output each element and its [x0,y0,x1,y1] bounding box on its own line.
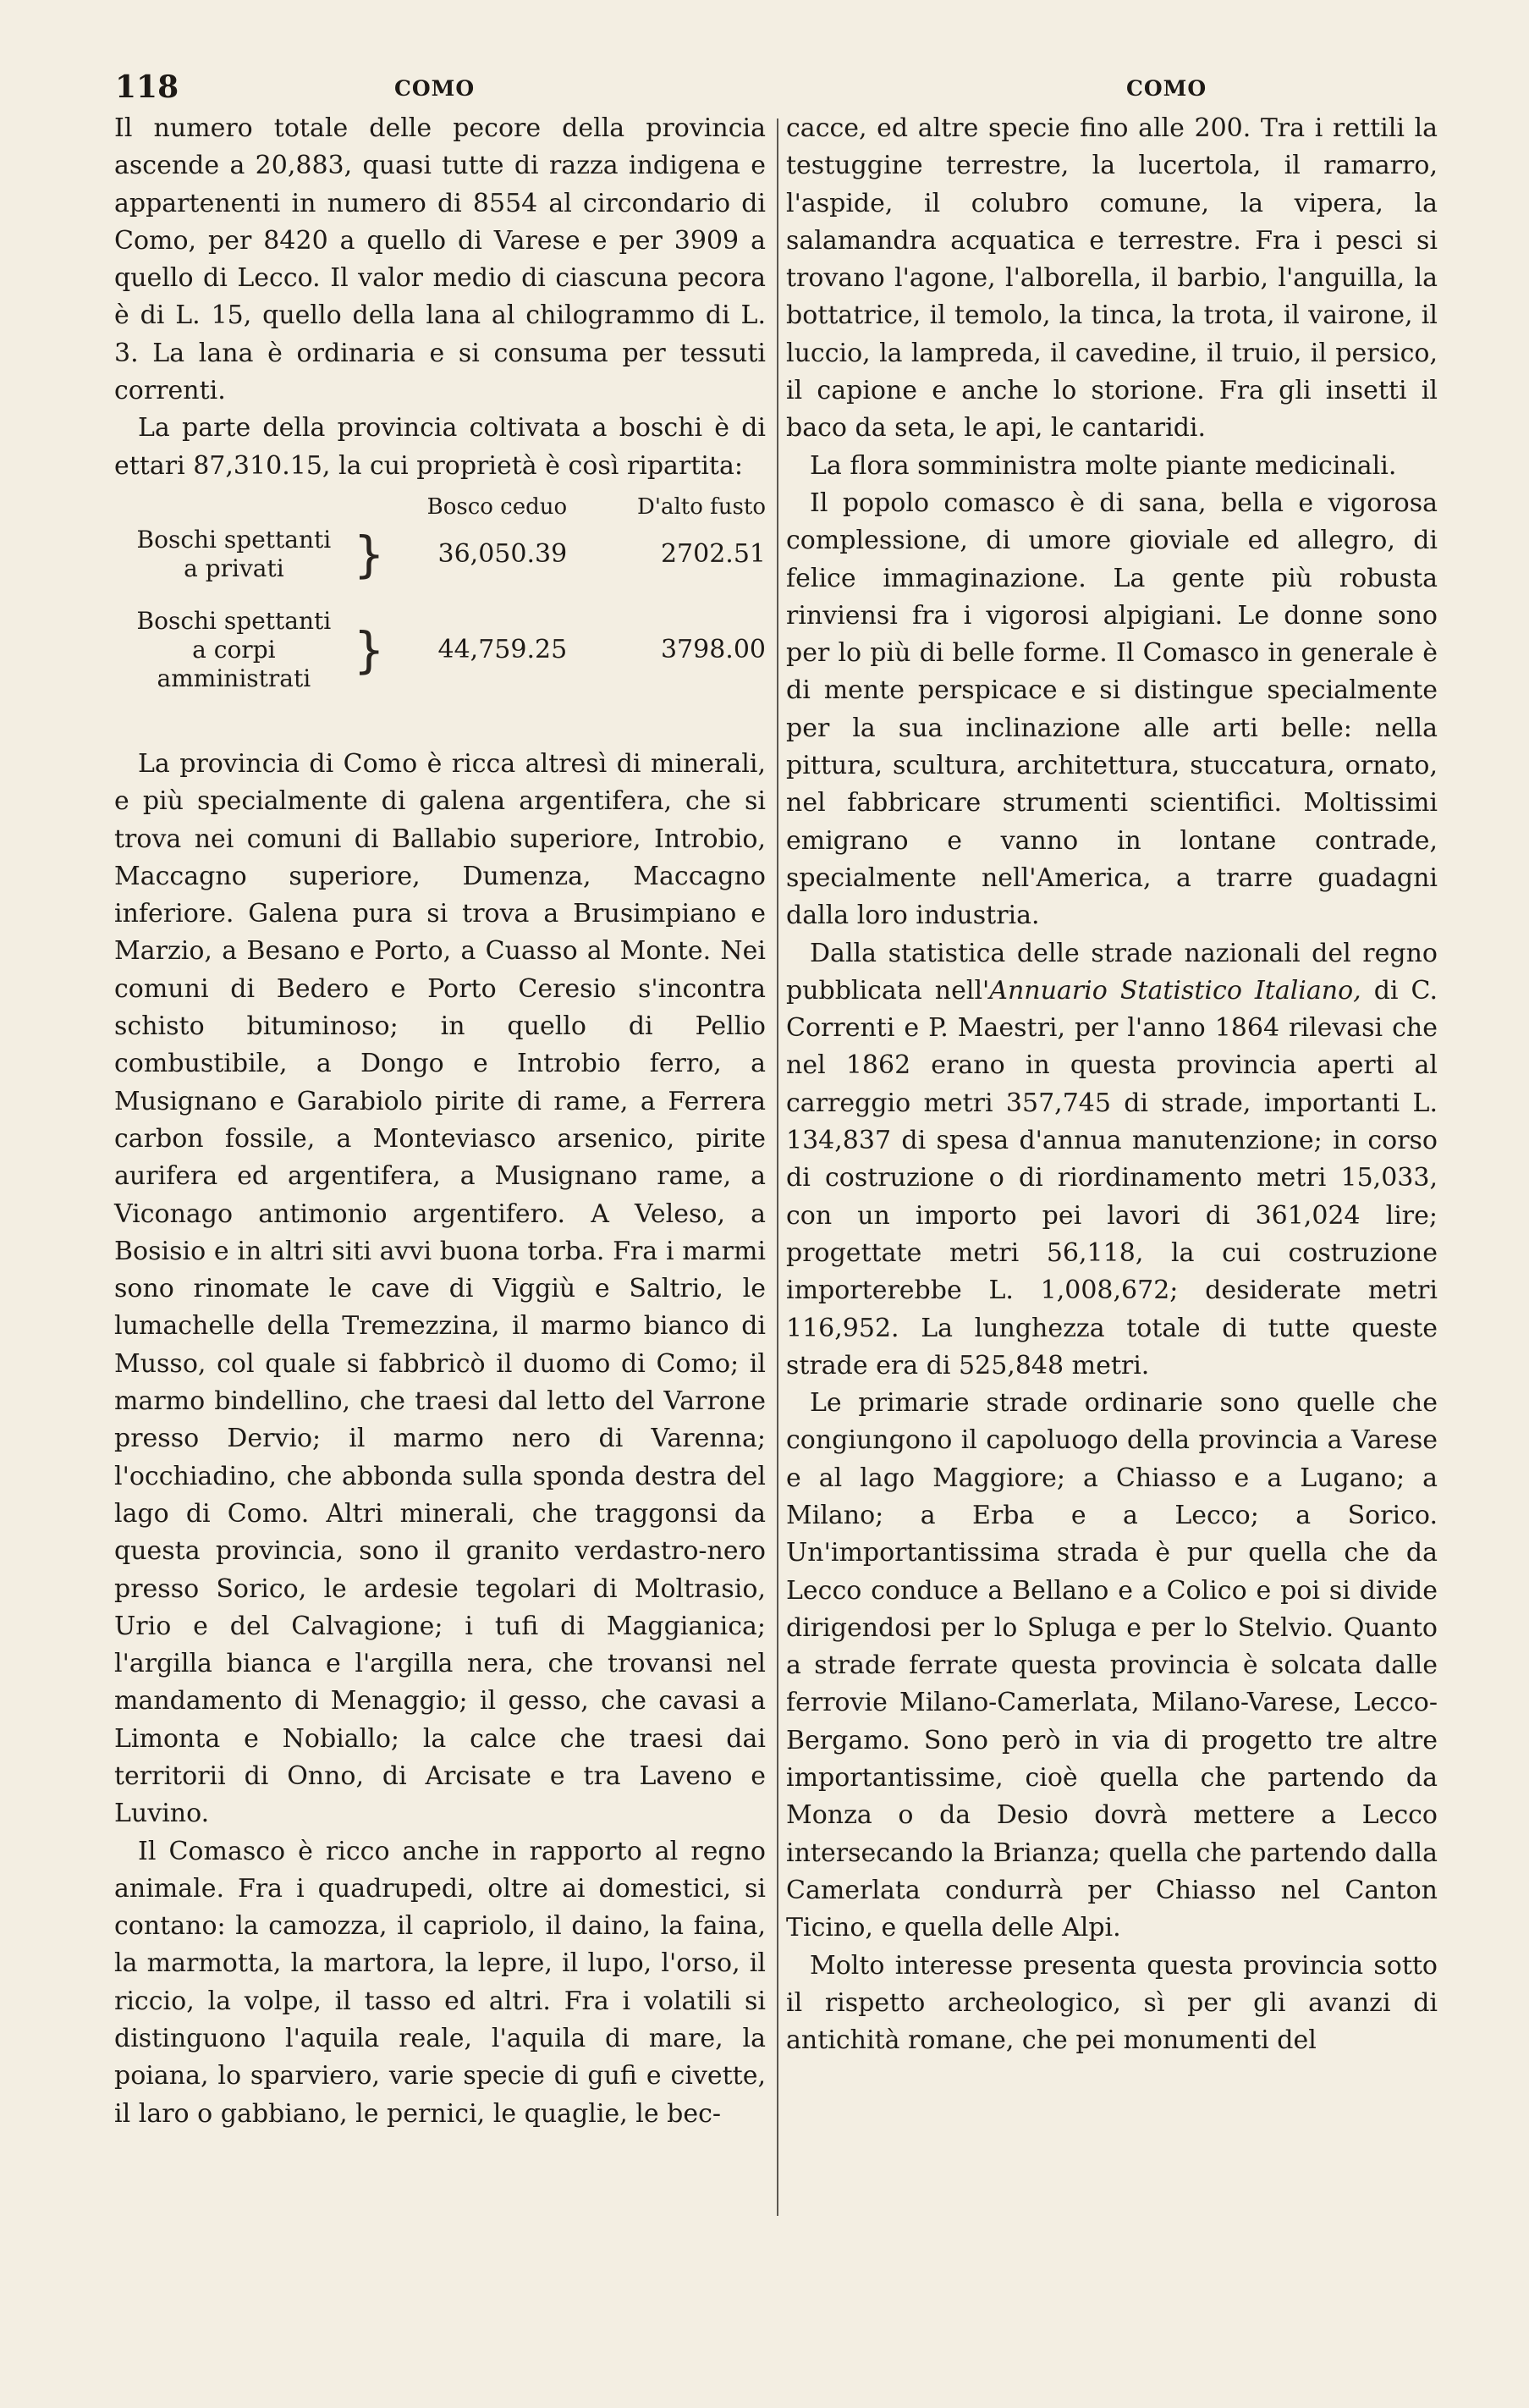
right-column [786,110,1438,2059]
annuario-title: Annuario Statistico Italiano, [989,975,1361,1006]
running-head-right: COMO [1126,76,1207,101]
page-number: 118 [115,69,179,105]
value-ceduo: 44,759.25 [437,634,568,664]
woods-ownership-table [114,488,766,693]
value-fusto: 2702.51 [660,538,766,569]
roads-text-before: Dalla statistica delle strade nazionali del regno pubblicata nell' [786,938,1438,1006]
paragraph-primary-roads: Le primarie strade ordinarie sono quelle che congiungono il capoluogo della provincia a Varese e al lago Maggiore; a Chiasso e a Lugano; a Milano; a Erba e a Lecco; a Sorico. Un'importantissima strada è pur quella che da Lecco conduce a Bellano e a Colico e poi si divide dirigendosi per lo Spluga e per lo Stelvio. Quanto a strade ferrate questa provincia è solcata dalle ferrovie Milano-Camerlata, Milano-Varese, Lecco-Bergamo. Sono però in via di progetto tre altre importantissime, cioè quella che partendo da Monza o da Desio dovrà mettere a Lecco intersecando la Brianza; quella che partendo dalla Camerlata condurrà per Chiasso nel Canton Ticino, e quella delle Alpi. [786,1388,1438,1943]
column-divider [777,118,778,2216]
value-fusto: 3798.00 [660,634,766,664]
paragraph-fauna-continued: cacce, ed altre specie fino alle 200. Tra i rettili la testuggine terrestre, la lucertola, il ramarro, l'aspide, il colubro comune, la vipera, la salamandra acquatica e terrestre. Fra i pesci si trovano l'agone, l'alborella, il barbio, l'anguilla, la bottatrice, il temolo, la tinca, la trota, il vairone, il luccio, la lampreda, il cavedine, il truio, il persico, il capione e anche lo storione. Fra gli insetti il baco da seta, le api, le cantaridi. [786,113,1438,444]
row-label-line: Boschi spettanti [136,606,332,635]
brace-glyph: } [353,525,385,583]
paragraph-minerals: La provincia di Como è ricca altresì di minerali, e più specialmente di galena argentifera, che si trova nei comuni di Ballabio superiore, Introbio, Maccagno superiore, Dumenza, Maccagno inferiore. Galena pura si trova a Brusimpiano e Marzio, a Besano e Porto, a Cuasso al Monte. Nei comuni di Bedero e Porto Ceresio s'incontra schisto bituminoso; in quello di Pellio combustibile, a Dongo e Introbio ferro, a Musignano e Garabiolo pirite di rame, a Ferrera carbon fossile, a Monteviasco arsenico, pirite aurifera ed argentifera, a Musignano rame, a Viconago antimonio argentifero. A Veleso, a Bosisio e in altri siti avvi buona torba. Fra i marmi sono rinomate le cave di Viggiù e Saltrio, le lumachelle della Tremezzina, il marmo bianco di Musso, col quale si fabbricò il duomo di Como; il marmo bindellino, che traesi dal letto del Varrone presso Dervio; il marmo nero di Varenna; l'occhiadino, che abbonda sulla sponda destra del lago di Como. Altri minerali, che traggonsi da questa provincia, sono il granito verdastro-nero presso Sorico, le ardesie tegolari di Moltrasio, Urio e del Calvagione; i tufi di Maggianica; l'argilla bianca e l'argilla nera, che trovansi nel mandamento di Menaggio; il gesso, che cavasi a Limonta e Nobiallo; la calce che traesi dai territorii di Onno, di Arcisate e tra Laveno e Luvino. [114,748,766,1829]
paragraph-people: Il popolo comasco è di sana, bella e vigorosa complessione, di umore gioviale ed allegro, di felice immaginazione. La gente più robusta rinviensi fra i vigorosi alpigiani. Le donne sono per lo più di belle forme. Il Comasco in generale è di mente perspicace e si distingue specialmente per la sua inclinazione alle arti belle: nella pittura, scultura, architettura, stuccatura, ornato, nel fabbricare strumenti scientifici. Moltissimi emigrano e vanno in lontane contrade, specialmente nell'America, a trarre guadagni dalla loro industria. [786,488,1438,931]
value-ceduo: 36,050.39 [437,538,568,569]
table-row [114,526,766,583]
brace-glyph: } [353,620,385,679]
left-column [114,110,766,2133]
running-head-left: COMO [394,76,476,101]
row-label [114,526,354,583]
row-label-line: a privati [184,554,284,582]
paragraph-flora: La flora somministra molte piante medicinali. [810,450,1397,481]
paragraph-fauna: Il Comasco è ricco anche in rapporto al regno animale. Fra i quadrupedi, oltre ai domestici, si contano: la camozza, il capriolo, il daino, la faina, la marmotta, la martora, la lepre, il lupo, l'orso, il riccio, la volpe, il tasso ed altri. Fra i volatili si distinguono l'aquila reale, l'aquila di mare, la poiana, lo sparviero, varie specie di gufi e civette, il laro o gabbiano, le pernici, le quaglie, le bec- [114,1836,766,2129]
column-header-ceduo: Bosco ceduo [426,493,568,520]
page-header [115,69,1435,112]
paragraph-woods: La parte della provincia coltivata a boschi è di ettari 87,310.15, la cui proprietà è così ripartita: [114,413,766,481]
row-label [114,607,354,693]
paragraph-roads-statistics [786,935,1438,1386]
paragraph-archaeology: Molto interesse presenta questa provincia sotto il rispetto archeologico, sì per gli avanzi di antichità romane, che pei monumenti del [786,1950,1438,2056]
column-header-fusto: D'alto fusto [637,493,766,520]
row-label-line: Boschi spettanti [136,525,332,554]
table-header-row [114,488,766,526]
table-row [114,607,766,693]
roads-text-after: di C. Correnti e P. Maestri, per l'anno 1864 rilevasi che nel 1862 erano in questa provincia aperti al carreggio metri 357,745 di strade, importanti L. 134,837 di spesa d'annua manutenzione; in corso di costruzione o di riordinamento metri 15,033, con un importo pei lavori di 361,024 lire; progettate metri 56,118, la cui costruzione importerebbe L. 1,008,672; desiderate metri 116,952. La lunghezza totale di tutte queste strade era di 525,848 metri. [786,975,1438,1380]
paragraph-sheep: Il numero totale delle pecore della provincia ascende a 20,883, quasi tutte di razza indigena e appartenenti in numero di 8554 al circondario di Como, per 8420 a quello di Varese e per 3909 a quello di Lecco. Il valor medio di ciascuna pecora è di L. 15, quello della lana al chilogrammo di L. 3. La lana è ordinaria e si consuma per tessuti correnti. [114,113,766,406]
row-label-line: a corpi amministrati [157,635,311,692]
